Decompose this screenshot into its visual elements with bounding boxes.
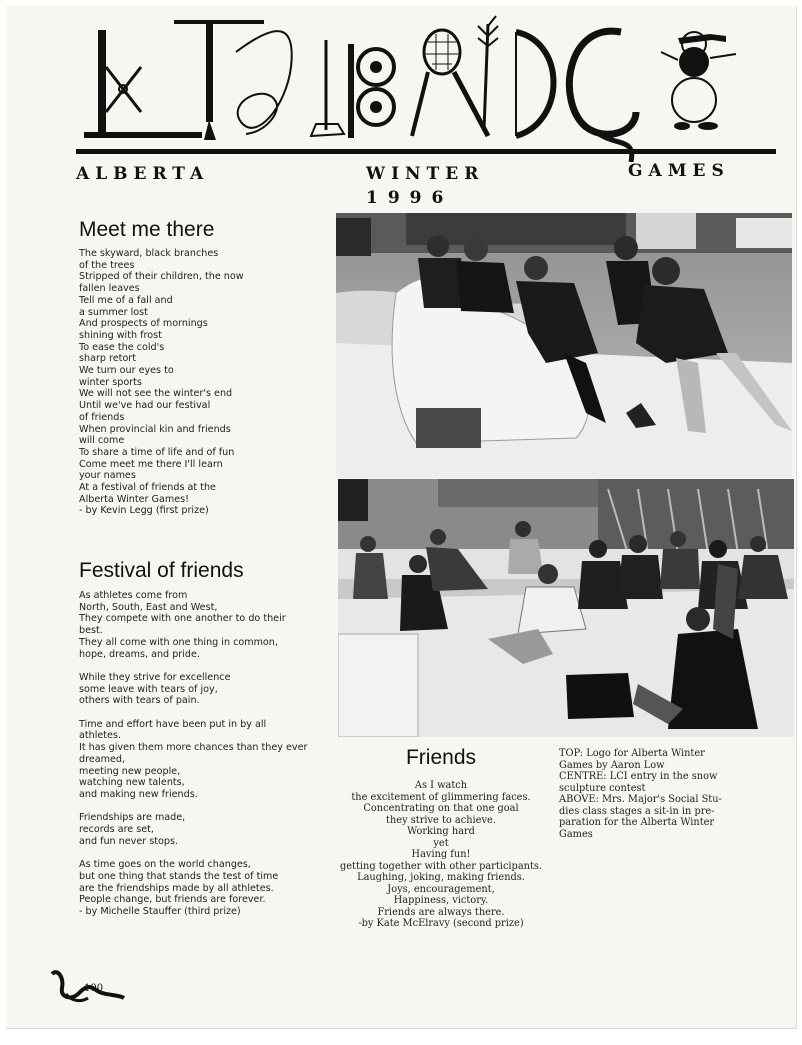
poem-line — [79, 847, 334, 859]
poem-line: shining with frost — [79, 329, 162, 341]
classroom-sit-in-photo — [338, 479, 794, 737]
poem-meet-me-there-body — [79, 248, 329, 517]
poem-meet-me-there-title: Meet me there — [79, 218, 215, 241]
poem-line: North, South, East and West, — [79, 601, 218, 613]
poem-line: Friends are always there. — [377, 906, 505, 918]
poem-line: -by Kate McElravy (second prize) — [358, 918, 524, 929]
poem-line: The skyward, black branches — [79, 248, 219, 259]
poem-line: meeting new people, — [79, 765, 181, 777]
poem-line: They compete with one another to do their — [79, 613, 286, 625]
poem-line: - by Michelle Stauffer (third prize) — [79, 905, 241, 917]
poem-line: At a festival of friends at the — [79, 482, 216, 494]
caption-line: TOP: Logo for Alberta Winter — [559, 748, 705, 759]
poem-friends-body — [336, 780, 546, 930]
poem-line: but one thing that stands the test of time — [79, 870, 279, 882]
snow-sculpture-photo — [336, 213, 792, 478]
poem-line: As athletes come from — [79, 590, 188, 601]
poem-line: As time goes on the world changes, — [79, 859, 251, 871]
poem-line: Stripped of their children, the now — [79, 271, 244, 283]
poem-festival-of-friends-title: Festival of friends — [79, 559, 244, 582]
poem-line: Laughing, joking, making friends. — [357, 872, 525, 883]
caption-line: paration for the Alberta Winter — [559, 817, 715, 828]
poem-line: will come — [79, 435, 125, 447]
poem-line: sharp retort — [79, 353, 137, 365]
caption-line: Games by Aaron Low — [559, 759, 665, 771]
poem-line: best. — [79, 625, 103, 637]
poem-line: We turn our eyes to — [79, 365, 174, 377]
poem-line: When provincial kin and friends — [79, 423, 231, 435]
lethbridge-winter-games-logo — [76, 12, 776, 162]
poem-line: And prospects of mornings — [79, 318, 208, 330]
poem-line: It has given them more chances than they ever — [79, 742, 308, 754]
header-alberta: ALBERTA — [76, 164, 210, 184]
poem-line: To share a time of life and of fun — [79, 446, 235, 458]
poem-line: a summer lost — [79, 306, 148, 318]
poem-line: Tell me of a fall and — [79, 294, 173, 306]
poem-line: Friendships are made, — [79, 812, 186, 824]
poem-line: Concentrating on that one goal — [363, 803, 519, 814]
poem-line: They all come with one thing in common, — [79, 636, 278, 648]
poem-line: As I watch — [414, 780, 468, 791]
poem-line: and making new friends. — [79, 788, 198, 800]
poem-line: others with tears of pain. — [79, 695, 200, 707]
poem-line: Until we've had our festival — [79, 400, 211, 412]
header-winter: WINTER — [366, 164, 485, 184]
caption-line: dies class stages a sit-in in pre- — [559, 805, 715, 817]
poem-friends-title: Friends — [405, 746, 477, 769]
poem-line: winter sports — [79, 376, 142, 388]
poem-line: hope, dreams, and pride. — [79, 648, 200, 660]
poem-line: the excitement of glimmering faces. — [351, 791, 531, 803]
poem-line: your names — [79, 470, 136, 482]
header-games: GAMES — [628, 161, 730, 181]
poem-line: they strive to achieve. — [386, 814, 496, 826]
poem-line — [79, 801, 334, 813]
poem-line: Happiness, victory. — [393, 895, 489, 906]
poem-line: fallen leaves — [79, 283, 140, 295]
poem-line: Joys, encouragement, — [387, 883, 495, 895]
poem-line: athletes. — [79, 730, 122, 742]
poem-line: We will not see the winter's end — [79, 388, 233, 400]
poem-line: Come meet me there I'll learn — [79, 458, 223, 470]
poem-line: watching new talents, — [79, 777, 185, 789]
poem-line: are the friendships made by all athletes. — [79, 882, 274, 894]
poem-line: records are set, — [79, 824, 154, 836]
poem-line: dreamed, — [79, 753, 125, 765]
poem-line: People change, but friends are forever. — [79, 894, 266, 906]
caption-line: CENTRE: LCI entry in the snow — [559, 771, 718, 782]
poem-line: of the trees — [79, 259, 135, 271]
poem-festival-of-friends-body — [79, 590, 334, 918]
poem-line: Time and effort have been put in by all — [79, 718, 267, 730]
poem-line — [79, 660, 334, 672]
header-year: 1996 — [366, 188, 454, 208]
poem-line: Working hard — [407, 826, 475, 837]
poem-line: To ease the cold's — [79, 341, 165, 353]
poem-line: getting together with other participants. — [339, 860, 543, 872]
poem-line: Alberta Winter Games! — [79, 493, 189, 505]
poem-line: some leave with tears of joy, — [79, 683, 218, 695]
poem-line: Having fun! — [411, 849, 471, 860]
poem-line: While they strive for excellence — [79, 671, 231, 683]
poem-line: and fun never stops. — [79, 835, 179, 847]
caption-line: Games — [559, 828, 593, 840]
poem-line: of friends — [79, 411, 125, 423]
caption-line: sculpture contest — [559, 782, 646, 794]
poem-line: yet — [433, 837, 449, 849]
poem-line: - by Kevin Legg (first prize) — [79, 505, 209, 517]
poem-line — [79, 707, 334, 719]
photo-caption — [559, 748, 759, 840]
page-number: 100 — [84, 983, 104, 994]
yearbook-page — [6, 6, 797, 1029]
caption-line: ABOVE: Mrs. Major's Social Stu- — [559, 794, 722, 805]
